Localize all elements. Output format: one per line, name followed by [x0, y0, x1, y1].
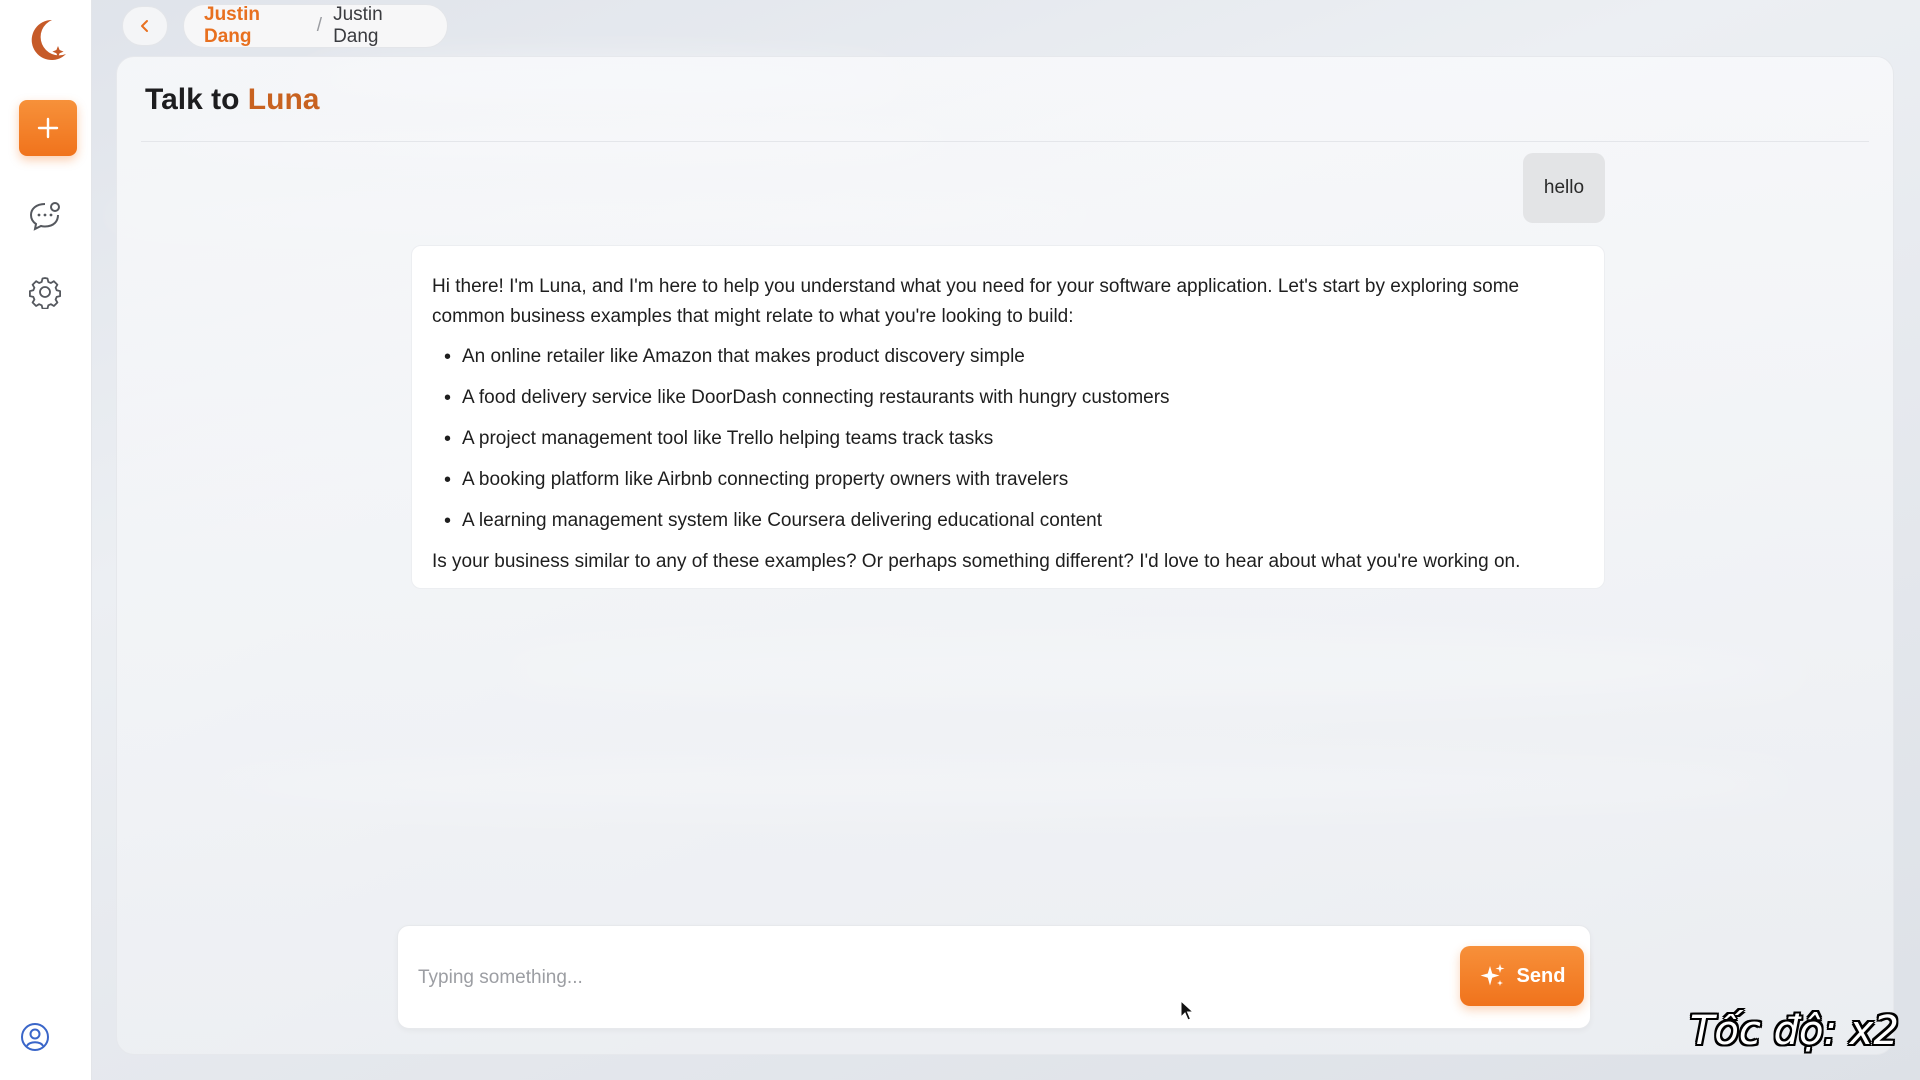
sparkle-icon [1479, 962, 1507, 990]
list-item: • A project management tool like Trello helping teams track tasks [444, 424, 1584, 454]
gear-icon[interactable] [27, 274, 63, 310]
luna-logo[interactable] [22, 14, 70, 66]
breadcrumb-separator: / [316, 15, 323, 36]
send-button-label: Send [1516, 964, 1566, 987]
chevron-left-icon [137, 18, 153, 34]
page-title [145, 83, 319, 117]
user-message-text: hello [1543, 177, 1585, 198]
breadcrumb-link[interactable]: Justin Dang [204, 4, 260, 47]
assistant-message-intro: Hi there! I'm Luna, and I'm here to help you understand what you need for your software application. Let's start by exploring some common business examples that might relate to what you're looking to build: [432, 276, 1520, 327]
user-circle-icon[interactable] [20, 1022, 50, 1052]
send-button[interactable] [1460, 946, 1584, 1006]
chat-bubble-icon[interactable] [27, 198, 63, 234]
chat-panel [116, 56, 1894, 1055]
breadcrumb-current: Justin Dang [333, 4, 383, 47]
plus-icon [36, 116, 60, 140]
list-item: • A learning management system like Coursera delivering educational content [444, 506, 1584, 536]
list-item: • An online retailer like Amazon that makes product discovery simple [444, 342, 1584, 372]
assistant-message-outro: Is your business similar to any of these examples? Or perhaps something different? I'd love to hear about what you're working on. [432, 551, 1521, 572]
page-title-accent: Luna [247, 83, 320, 116]
breadcrumb [183, 4, 448, 48]
list-item: • A booking platform like Airbnb connecting property owners with travelers [444, 465, 1584, 495]
back-button[interactable] [122, 6, 168, 46]
speed-watermark: Tốc độ: x2 [1690, 1008, 1899, 1054]
message-composer [397, 925, 1591, 1029]
assistant-message [411, 245, 1605, 589]
user-message [1523, 153, 1605, 223]
mouse-cursor-icon [1180, 1000, 1196, 1022]
title-divider [141, 141, 1869, 142]
new-chat-button[interactable] [19, 100, 77, 156]
assistant-message-list [432, 342, 1584, 536]
sidebar [0, 0, 92, 1080]
message-input[interactable] [418, 960, 1398, 996]
page-title-prefix: Talk to [145, 83, 240, 116]
list-item: • A food delivery service like DoorDash connecting restaurants with hungry customers [444, 383, 1584, 413]
